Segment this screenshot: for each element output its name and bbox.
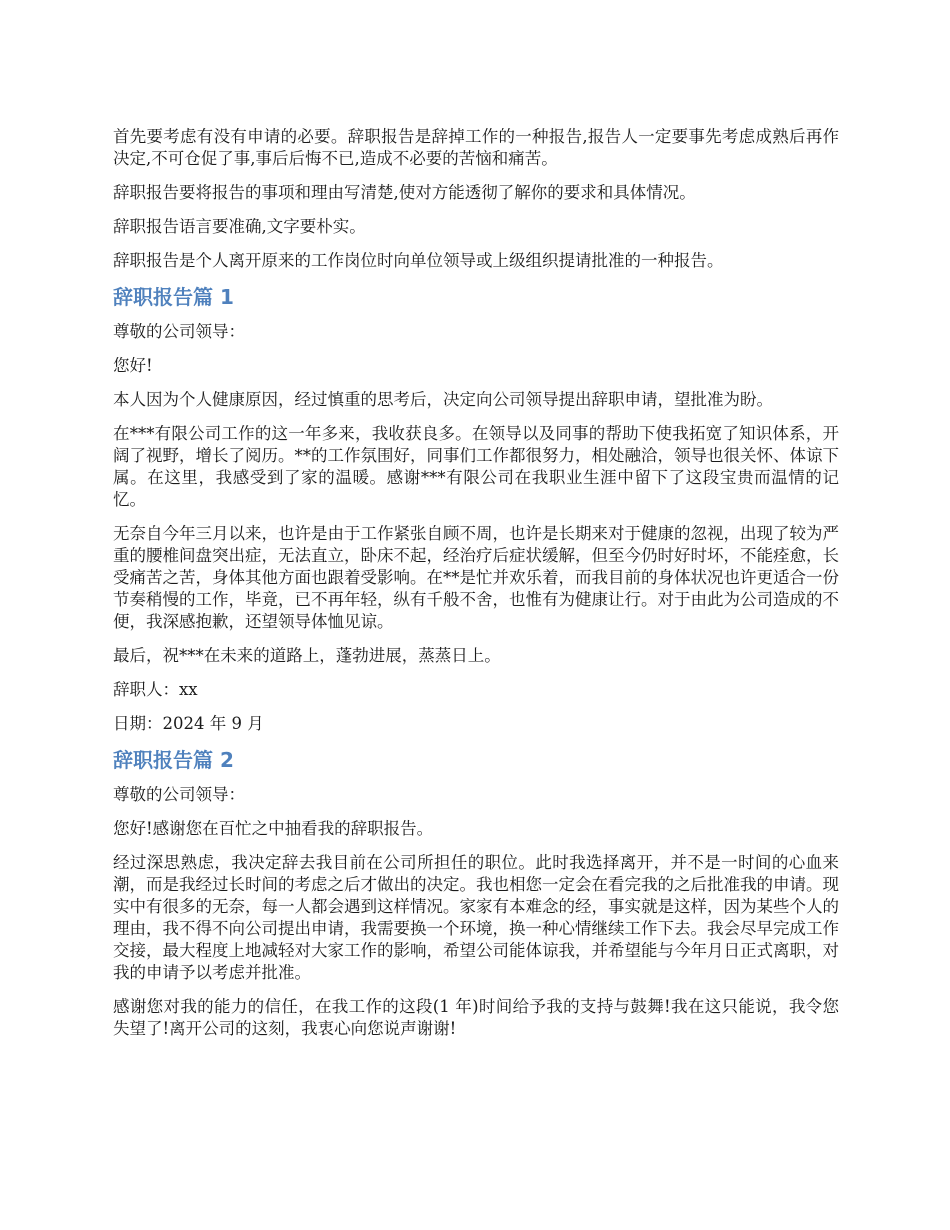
section-1-greeting: 您好!	[113, 356, 153, 375]
section-2-heading: 辞职报告篇 2	[113, 748, 234, 772]
section-1-paragraph: 无奈自今年三月以来，也许是由于工作紧张自顾不周，也许是长期来对于健康的忽视，出现了较为严重的腰椎间盘突出症，无法直立，卧床不起，经治疗后症状缓解，但至今仍时好时坏，不能痊愈，长受痛苦之苦，身体其他方面也跟着受影响。在**是忙并欢乐着，而我目前的身体状况也许更适合一份节奏稍慢的工作，毕竟，已不再年轻，纵有千般不舍，也惟有为健康让行。对于由此为公司造成的不便，我深感抱歉，还望领导体恤见谅。	[113, 524, 839, 631]
section-1-heading: 辞职报告篇 1	[113, 285, 234, 309]
intro-paragraph-3: 辞职报告语言要准确,文字要朴实。	[113, 217, 366, 236]
section-1-date: 日期：2024 年 9 月	[113, 714, 264, 733]
section-1-closing: 最后，祝***在未来的道路上，蓬勃进展，蒸蒸日上。	[113, 646, 501, 665]
section-2-paragraph: 感谢您对我的能力的信任，在我工作的这段(1 年)时间给予我的支持与鼓舞!我在这只能说，我令您失望了!离开公司的这刻，我衷心向您说声谢谢!	[113, 997, 839, 1038]
section-1-paragraph: 在***有限公司工作的这一年多来，我收获良多。在领导以及同事的帮助下使我拓宽了知识体系，开阔了视野，增长了阅历。**的工作氛围好，同事们工作都很努力，相处融洽，领导也很关怀、体谅下属。在这里，我感受到了家的温暖。感谢***有限公司在我职业生涯中留下了这段宝贵而温情的记忆。	[113, 424, 839, 509]
section-1-salutation: 尊敬的公司领导：	[113, 322, 245, 341]
intro-paragraph-2: 辞职报告要将报告的事项和理由写清楚,使对方能透彻了解你的要求和具体情况。	[113, 183, 696, 202]
section-2-paragraph: 经过深思熟虑，我决定辞去我目前在公司所担任的职位。此时我选择离开，并不是一时间的心血来潮，而是我经过长时间的考虑之后才做出的决定。我也相您一定会在看完我的之后批准我的申请。现实中有很多的无奈，每一人都会遇到这样情况。家家有本难念的经，事实就是这样，因为某些个人的理由，我不得不向公司提出申请，我需要换一个环境，换一种心情继续工作下去。我会尽早完成工作交接，最大程度上地减轻对大家工作的影响，希望公司能体谅我，并希望能与今年月日正式离职，对我的申请予以考虑并批准。	[113, 853, 839, 982]
intro-paragraph-4: 辞职报告是个人离开原来的工作岗位时向单位领导或上级组织提请批准的一种报告。	[113, 251, 724, 270]
intro-paragraph-1: 首先要考虑有没有申请的必要。辞职报告是辞掉工作的一种报告,报告人一定要事先考虑成熟后再作决定,不可仓促了事,事后后悔不已,造成不必要的苦恼和痛苦。	[113, 127, 839, 168]
document-page	[113, 126, 839, 1052]
section-1-paragraph: 本人因为个人健康原因，经过慎重的思考后，决定向公司领导提出辞职申请，望批准为盼。	[113, 390, 773, 409]
section-1-signature: 辞职人：xx	[113, 680, 198, 699]
section-2-greeting: 您好!感谢您在百忙之中抽看我的辞职报告。	[113, 819, 434, 838]
section-2-salutation: 尊敬的公司领导：	[113, 785, 245, 804]
